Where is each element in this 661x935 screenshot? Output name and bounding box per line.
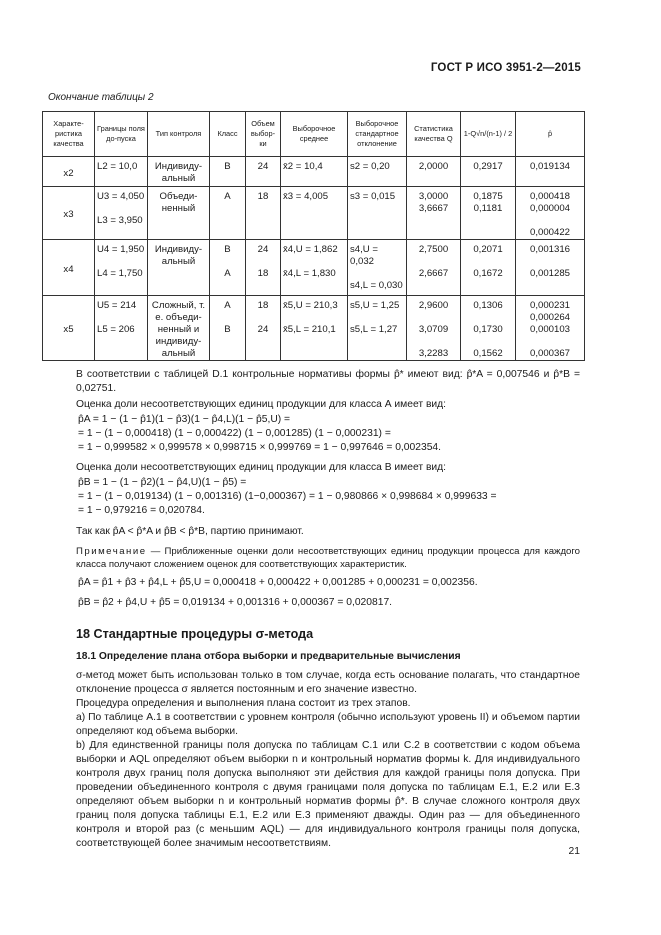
table-row (43, 187, 585, 240)
table-cell: x̄2 = 10,4 (281, 157, 348, 187)
table-cell: s3 = 0,015 (348, 187, 407, 240)
formula-a-3: = 1 − 0,999582 × 0,999578 × 0,998715 × 0,999769 = 1 − 0,997646 = 0,002354. (78, 442, 442, 453)
subsection-title: 18.1 Определение плана отбора выборки и предварительные вычисления (76, 651, 461, 662)
table-cell: s5,U = 1,25 s5,L = 1,27 (348, 296, 407, 361)
header-cell: Выборочное среднее (281, 112, 348, 157)
body-paragraph-3: а) По таблице А.1 в соответствии с уровнем контроля (обычно используют уровень II) и объемом партии определяют код объема выборки. (76, 712, 580, 737)
table-cell: x̄3 = 4,005 (281, 187, 348, 240)
table-cell: s2 = 0,20 (348, 157, 407, 187)
table-cell: B A (210, 240, 246, 296)
body-paragraph-2: Процедура определения и выполнения плана состоит из трех этапов. (76, 698, 411, 709)
table-cell: 24 18 (246, 240, 281, 296)
table-header-row (43, 112, 585, 157)
formula-b-1: p̂B = 1 − (1 − p̂2)(1 − p̂4,U)(1 − p̂5) = (78, 477, 247, 488)
header-cell: Объем выбор-ки (246, 112, 281, 157)
note-label: Примечание (76, 546, 147, 557)
table-cell: Индивиду-альный (148, 157, 210, 187)
characteristic-cell: x5 (43, 296, 95, 361)
table-cell: Объеди-ненный (148, 187, 210, 240)
document-header: ГОСТ Р ИСО 3951-2—2015 (430, 62, 581, 74)
table-caption: Окончание таблицы 2 (48, 92, 154, 103)
body-paragraph-1: σ-метод может быть использован только в том случае, когда есть основание полагать, что стандартное отклонение процесса σ является постоянным и его значение известно. (76, 670, 580, 695)
table-cell: 0,000231 0,000264 0,000103 0,000367 (516, 296, 585, 361)
table-cell: U5 = 214 L5 = 206 (95, 296, 148, 361)
table-cell: Сложный, т. е. объеди-ненный и индивиду-альный (148, 296, 210, 361)
table-cell: Индивиду-альный (148, 240, 210, 296)
table-cell: s4,U = 0,032 s4,L = 0,030 (348, 240, 407, 296)
table-cell: 0,2071 0,1672 (461, 240, 516, 296)
header-cell: 1-Q√n/(n-1) / 2 (461, 112, 516, 157)
table-cell: U4 = 1,950 L4 = 1,750 (95, 240, 148, 296)
table-row (43, 157, 585, 187)
table-cell: 0,000418 0,000004 0,000422 (516, 187, 585, 240)
header-cell: Статистика качества Q (407, 112, 461, 157)
table-cell: 0,019134 (516, 157, 585, 187)
table-cell: 2,0000 (407, 157, 461, 187)
paragraph-accept: Так как p̂A < p̂*A и p̂B < p̂*B, партию принимают. (76, 526, 304, 537)
formula-b-3: = 1 − 0,979216 = 0,020784. (78, 505, 205, 516)
formula-b-2: = 1 − (1 − 0,019134) (1 − 0,001316) (1−0,000367) = 1 − 0,980866 × 0,998684 × 0,999633 = (78, 491, 497, 502)
table-cell: x̄5,U = 210,3 x̄5,L = 210,1 (281, 296, 348, 361)
characteristic-cell: x4 (43, 240, 95, 296)
table-cell: 0,1875 0,1181 (461, 187, 516, 240)
header-cell: p̂ (516, 112, 585, 157)
table-cell: 18 24 (246, 296, 281, 361)
formula-sum-a: p̂A = p̂1 + p̂3 + p̂4,L + p̂5,U = 0,000418 + 0,000422 + 0,001285 + 0,000231 = 0,002356. (78, 577, 478, 588)
formula-a-1: p̂A = 1 − (1 − p̂1)(1 − p̂3)(1 − p̂4,L)(1 − p̂5,U) = (78, 414, 291, 425)
note-text: — Приближенные оценки доли несоответствующих единиц продукции процесса для каждого класса получают сложением оценок для соответствующих характеристик. (76, 546, 580, 570)
table-row (43, 296, 585, 361)
formula-a-2: = 1 − (1 − 0,000418) (1 − 0,000422) (1 − 0,001285) (1 − 0,000231) = (78, 428, 391, 439)
table-cell: A (210, 187, 246, 240)
note (76, 545, 580, 571)
table-cell: 18 (246, 187, 281, 240)
formula-sum-b: p̂B = p̂2 + p̂4,U + p̂5 = 0,019134 + 0,001316 + 0,000367 = 0,020817. (78, 597, 393, 608)
header-cell: Класс (210, 112, 246, 157)
table-cell: 0,2917 (461, 157, 516, 187)
characteristic-cell: x3 (43, 187, 95, 240)
table-cell: x̄4,U = 1,862 x̄4,L = 1,830 (281, 240, 348, 296)
header-cell: Границы поля до-пуска (95, 112, 148, 157)
header-cell: Характе-ристика качества (43, 112, 95, 157)
paragraph-class-a: Оценка доли несоответствующих единиц продукции для класса А имеет вид: (76, 399, 447, 410)
section-title: 18 Стандартные процедуры σ-метода (76, 627, 314, 641)
page-number: 21 (568, 846, 580, 857)
paragraph-class-b: Оценка доли несоответствующих единиц продукции для класса В имеет вид: (76, 462, 447, 473)
characteristic-cell: x2 (43, 157, 95, 187)
table-cell: 2,7500 2,6667 (407, 240, 461, 296)
table-cell: B (210, 157, 246, 187)
table-cell: 3,0000 3,6667 (407, 187, 461, 240)
table-cell: L2 = 10,0 (95, 157, 148, 187)
table-cell: U3 = 4,050 L3 = 3,950 (95, 187, 148, 240)
table-cell: A B (210, 296, 246, 361)
table-cell: 24 (246, 157, 281, 187)
table-cell: 0,1306 0,1730 0,1562 (461, 296, 516, 361)
data-table (42, 111, 585, 361)
paragraph-norms: В соответствии с таблицей D.1 контрольные нормативы формы p̂* имеют вид: p̂*A = 0,007546 и p̂*B = 0,02751. (76, 369, 580, 394)
table-row (43, 240, 585, 296)
header-cell: Выборочное стандартное отклонение (348, 112, 407, 157)
body-paragraph-4: b) Для единственной границы поля допуска по таблицам С.1 или С.2 в соответствии с кодом объема выборки и AQL определяют объем выборки n и контрольный норматив формы k. Для индивидуального контроля двух границ поля допуска выполняют эти действия для каждой границы поля допуска. При проведении объединенного контроля с двумя границами поля допуска по таблицам Е.1, Е.2 или Е.3 определяют объем выборки n и контрольный норматив формы p̂*. В случае сложного контроля двух границ поля допуска таблицы Е.1, Е.2 или Е.3 применяют дважды. Один раз — для объединенного контроля и второй раз (с меньшим AQL) — для индивидуального контроля границы поля допуска, соответствующей более значимым несоответствиям. (76, 740, 580, 849)
table-cell: 2,9600 3,0709 3,2283 (407, 296, 461, 361)
header-cell: Тип контроля (148, 112, 210, 157)
table-cell: 0,001316 0,001285 (516, 240, 585, 296)
